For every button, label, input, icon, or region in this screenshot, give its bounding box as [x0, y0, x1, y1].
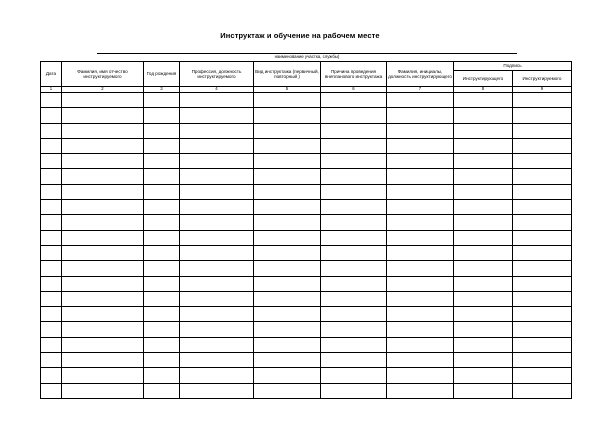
- table-cell: [454, 215, 513, 230]
- table-cell: [41, 108, 62, 123]
- table-cell: [144, 123, 180, 138]
- table-cell: [321, 138, 387, 153]
- subdivision-caption: наименование участка, службы): [274, 54, 340, 59]
- column-number: 9: [513, 87, 572, 93]
- column-header-birth-year: Год рождения: [144, 62, 180, 87]
- table-cell: [387, 215, 454, 230]
- table-cell: [387, 245, 454, 260]
- table-cell: [144, 138, 180, 153]
- table-cell: [321, 245, 387, 260]
- table-cell: [321, 215, 387, 230]
- table-cell: [387, 383, 454, 398]
- table-cell: [41, 261, 62, 276]
- column-number: 4: [180, 87, 254, 93]
- table-cell: [62, 184, 144, 199]
- table-cell: [180, 337, 254, 352]
- table-cell: [41, 368, 62, 383]
- table-cell: [144, 169, 180, 184]
- table-row: [41, 230, 572, 245]
- journal-body: [41, 93, 572, 399]
- table-cell: [180, 154, 254, 169]
- table-row: [41, 353, 572, 368]
- table-cell: [41, 291, 62, 306]
- table-cell: [144, 245, 180, 260]
- table-cell: [513, 93, 572, 108]
- table-cell: [513, 368, 572, 383]
- table-cell: [454, 353, 513, 368]
- table-cell: [454, 93, 513, 108]
- table-cell: [387, 138, 454, 153]
- table-cell: [254, 123, 321, 138]
- table-cell: [513, 215, 572, 230]
- table-cell: [387, 261, 454, 276]
- table-cell: [387, 93, 454, 108]
- table-cell: [41, 169, 62, 184]
- column-number: 8: [454, 87, 513, 93]
- table-row: [41, 184, 572, 199]
- table-cell: [513, 337, 572, 352]
- table-cell: [180, 184, 254, 199]
- table-cell: [387, 353, 454, 368]
- table-cell: [62, 108, 144, 123]
- table-cell: [62, 200, 144, 215]
- table-cell: [454, 230, 513, 245]
- table-cell: [321, 261, 387, 276]
- table-cell: [321, 383, 387, 398]
- table-cell: [254, 138, 321, 153]
- table-cell: [513, 108, 572, 123]
- table-cell: [321, 291, 387, 306]
- table-cell: [387, 276, 454, 291]
- table-cell: [180, 169, 254, 184]
- table-cell: [387, 230, 454, 245]
- table-cell: [454, 123, 513, 138]
- table-cell: [144, 93, 180, 108]
- table-cell: [41, 383, 62, 398]
- table-cell: [513, 383, 572, 398]
- table-cell: [144, 215, 180, 230]
- table-cell: [144, 230, 180, 245]
- table-cell: [41, 276, 62, 291]
- table-cell: [387, 108, 454, 123]
- table-cell: [387, 337, 454, 352]
- table-cell: [41, 337, 62, 352]
- table-cell: [454, 108, 513, 123]
- table-cell: [454, 337, 513, 352]
- table-cell: [62, 322, 144, 337]
- table-row: [41, 93, 572, 108]
- table-cell: [254, 200, 321, 215]
- instruction-journal-table: [40, 61, 572, 399]
- table-cell: [454, 307, 513, 322]
- table-cell: [180, 138, 254, 153]
- table-cell: [254, 276, 321, 291]
- table-row: [41, 322, 572, 337]
- table-cell: [254, 383, 321, 398]
- table-cell: [254, 353, 321, 368]
- table-cell: [454, 169, 513, 184]
- table-cell: [321, 200, 387, 215]
- table-cell: [454, 154, 513, 169]
- table-cell: [513, 245, 572, 260]
- table-cell: [321, 108, 387, 123]
- table-cell: [180, 276, 254, 291]
- table-cell: [144, 322, 180, 337]
- table-cell: [144, 276, 180, 291]
- table-cell: [144, 184, 180, 199]
- table-cell: [321, 322, 387, 337]
- table-cell: [513, 353, 572, 368]
- table-cell: [254, 245, 321, 260]
- table-cell: [254, 215, 321, 230]
- column-number: 1: [41, 87, 62, 93]
- table-cell: [254, 322, 321, 337]
- table-row: [41, 261, 572, 276]
- column-header-unplanned-reason: Причина проведения внепланового инструктажа: [321, 62, 387, 87]
- table-row: [41, 200, 572, 215]
- table-cell: [144, 291, 180, 306]
- table-cell: [321, 230, 387, 245]
- table-cell: [41, 322, 62, 337]
- table-cell: [254, 261, 321, 276]
- table-cell: [387, 322, 454, 337]
- table-cell: [144, 368, 180, 383]
- column-header-instructor-signature: Инструктирующего: [454, 71, 513, 87]
- table-cell: [62, 337, 144, 352]
- table-cell: [41, 200, 62, 215]
- table-cell: [180, 261, 254, 276]
- table-cell: [144, 108, 180, 123]
- table-cell: [254, 108, 321, 123]
- table-cell: [62, 383, 144, 398]
- table-cell: [321, 123, 387, 138]
- table-cell: [254, 169, 321, 184]
- table-cell: [41, 184, 62, 199]
- table-cell: [180, 322, 254, 337]
- table-cell: [144, 261, 180, 276]
- table-cell: [144, 353, 180, 368]
- table-cell: [254, 368, 321, 383]
- table-cell: [321, 93, 387, 108]
- table-cell: [180, 307, 254, 322]
- table-cell: [180, 93, 254, 108]
- table-cell: [513, 230, 572, 245]
- table-cell: [454, 368, 513, 383]
- table-cell: [254, 230, 321, 245]
- table-row: [41, 307, 572, 322]
- column-number: 6: [321, 87, 387, 93]
- table-cell: [62, 215, 144, 230]
- table-cell: [62, 276, 144, 291]
- table-row: [41, 291, 572, 306]
- table-cell: [387, 123, 454, 138]
- table-cell: [387, 169, 454, 184]
- table-cell: [513, 184, 572, 199]
- table-cell: [513, 276, 572, 291]
- table-row: [41, 276, 572, 291]
- table-row: [41, 123, 572, 138]
- table-cell: [180, 291, 254, 306]
- table-cell: [321, 368, 387, 383]
- table-cell: [41, 93, 62, 108]
- table-cell: [387, 184, 454, 199]
- table-cell: [41, 245, 62, 260]
- table-cell: [513, 154, 572, 169]
- table-cell: [180, 123, 254, 138]
- table-cell: [41, 215, 62, 230]
- table-cell: [144, 383, 180, 398]
- table-cell: [180, 108, 254, 123]
- table-cell: [454, 261, 513, 276]
- table-cell: [180, 383, 254, 398]
- table-cell: [180, 200, 254, 215]
- column-number: 2: [62, 87, 144, 93]
- table-cell: [62, 93, 144, 108]
- table-cell: [321, 169, 387, 184]
- table-cell: [454, 291, 513, 306]
- table-row: [41, 215, 572, 230]
- column-number: 7: [387, 87, 454, 93]
- table-cell: [513, 169, 572, 184]
- table-cell: [62, 169, 144, 184]
- table-cell: [254, 184, 321, 199]
- table-cell: [387, 307, 454, 322]
- column-header-trainee-signature: Инструктируемого: [513, 71, 572, 87]
- table-cell: [41, 230, 62, 245]
- table-cell: [180, 353, 254, 368]
- table-cell: [62, 138, 144, 153]
- table-cell: [321, 184, 387, 199]
- table-cell: [321, 307, 387, 322]
- table-row: [41, 337, 572, 352]
- column-header-instructor: Фамилия, инициалы, должность инструктирующего: [387, 62, 454, 87]
- table-row: [41, 383, 572, 398]
- table-cell: [513, 322, 572, 337]
- table-row: [41, 368, 572, 383]
- table-cell: [513, 291, 572, 306]
- table-cell: [62, 353, 144, 368]
- table-cell: [454, 322, 513, 337]
- table-cell: [454, 200, 513, 215]
- table-cell: [454, 276, 513, 291]
- table-cell: [180, 230, 254, 245]
- table-cell: [144, 200, 180, 215]
- table-cell: [321, 353, 387, 368]
- table-row: [41, 138, 572, 153]
- table-cell: [454, 184, 513, 199]
- table-row: [41, 154, 572, 169]
- table-row: [41, 245, 572, 260]
- table-cell: [180, 215, 254, 230]
- table-cell: [62, 368, 144, 383]
- column-number: 3: [144, 87, 180, 93]
- table-cell: [513, 123, 572, 138]
- table-cell: [454, 245, 513, 260]
- column-header-trainee-name: Фамилия, имя отчество инструктируемого: [62, 62, 144, 87]
- table-cell: [144, 154, 180, 169]
- table-cell: [144, 337, 180, 352]
- table-cell: [454, 138, 513, 153]
- column-header-date: Дата: [41, 62, 62, 87]
- table-cell: [254, 93, 321, 108]
- table-cell: [62, 291, 144, 306]
- table-cell: [254, 291, 321, 306]
- column-header-signature: Подпись: [454, 62, 572, 71]
- table-cell: [41, 154, 62, 169]
- table-cell: [41, 307, 62, 322]
- table-cell: [513, 261, 572, 276]
- table-cell: [62, 245, 144, 260]
- table-cell: [321, 154, 387, 169]
- table-cell: [321, 276, 387, 291]
- table-cell: [454, 383, 513, 398]
- table-cell: [254, 337, 321, 352]
- table-cell: [387, 154, 454, 169]
- table-cell: [62, 261, 144, 276]
- table-cell: [254, 154, 321, 169]
- table-cell: [387, 200, 454, 215]
- table-cell: [513, 138, 572, 153]
- table-cell: [41, 353, 62, 368]
- table-cell: [387, 368, 454, 383]
- table-cell: [387, 291, 454, 306]
- table-cell: [41, 138, 62, 153]
- table-cell: [62, 307, 144, 322]
- table-cell: [62, 230, 144, 245]
- table-cell: [513, 307, 572, 322]
- table-cell: [254, 307, 321, 322]
- table-cell: [321, 337, 387, 352]
- table-cell: [62, 154, 144, 169]
- table-row: [41, 169, 572, 184]
- table-cell: [180, 368, 254, 383]
- column-header-trainee-position: Профессия, должность инструктируемого: [180, 62, 254, 87]
- table-cell: [41, 123, 62, 138]
- column-number: 5: [254, 87, 321, 93]
- table-cell: [180, 245, 254, 260]
- table-cell: [62, 123, 144, 138]
- table-row: [41, 108, 572, 123]
- column-header-instruction-type: Вид инструктажа (первичный, повторный ): [254, 62, 321, 87]
- table-cell: [144, 307, 180, 322]
- page-title: Инструктаж и обучение на рабочем месте: [220, 31, 380, 40]
- table-cell: [513, 200, 572, 215]
